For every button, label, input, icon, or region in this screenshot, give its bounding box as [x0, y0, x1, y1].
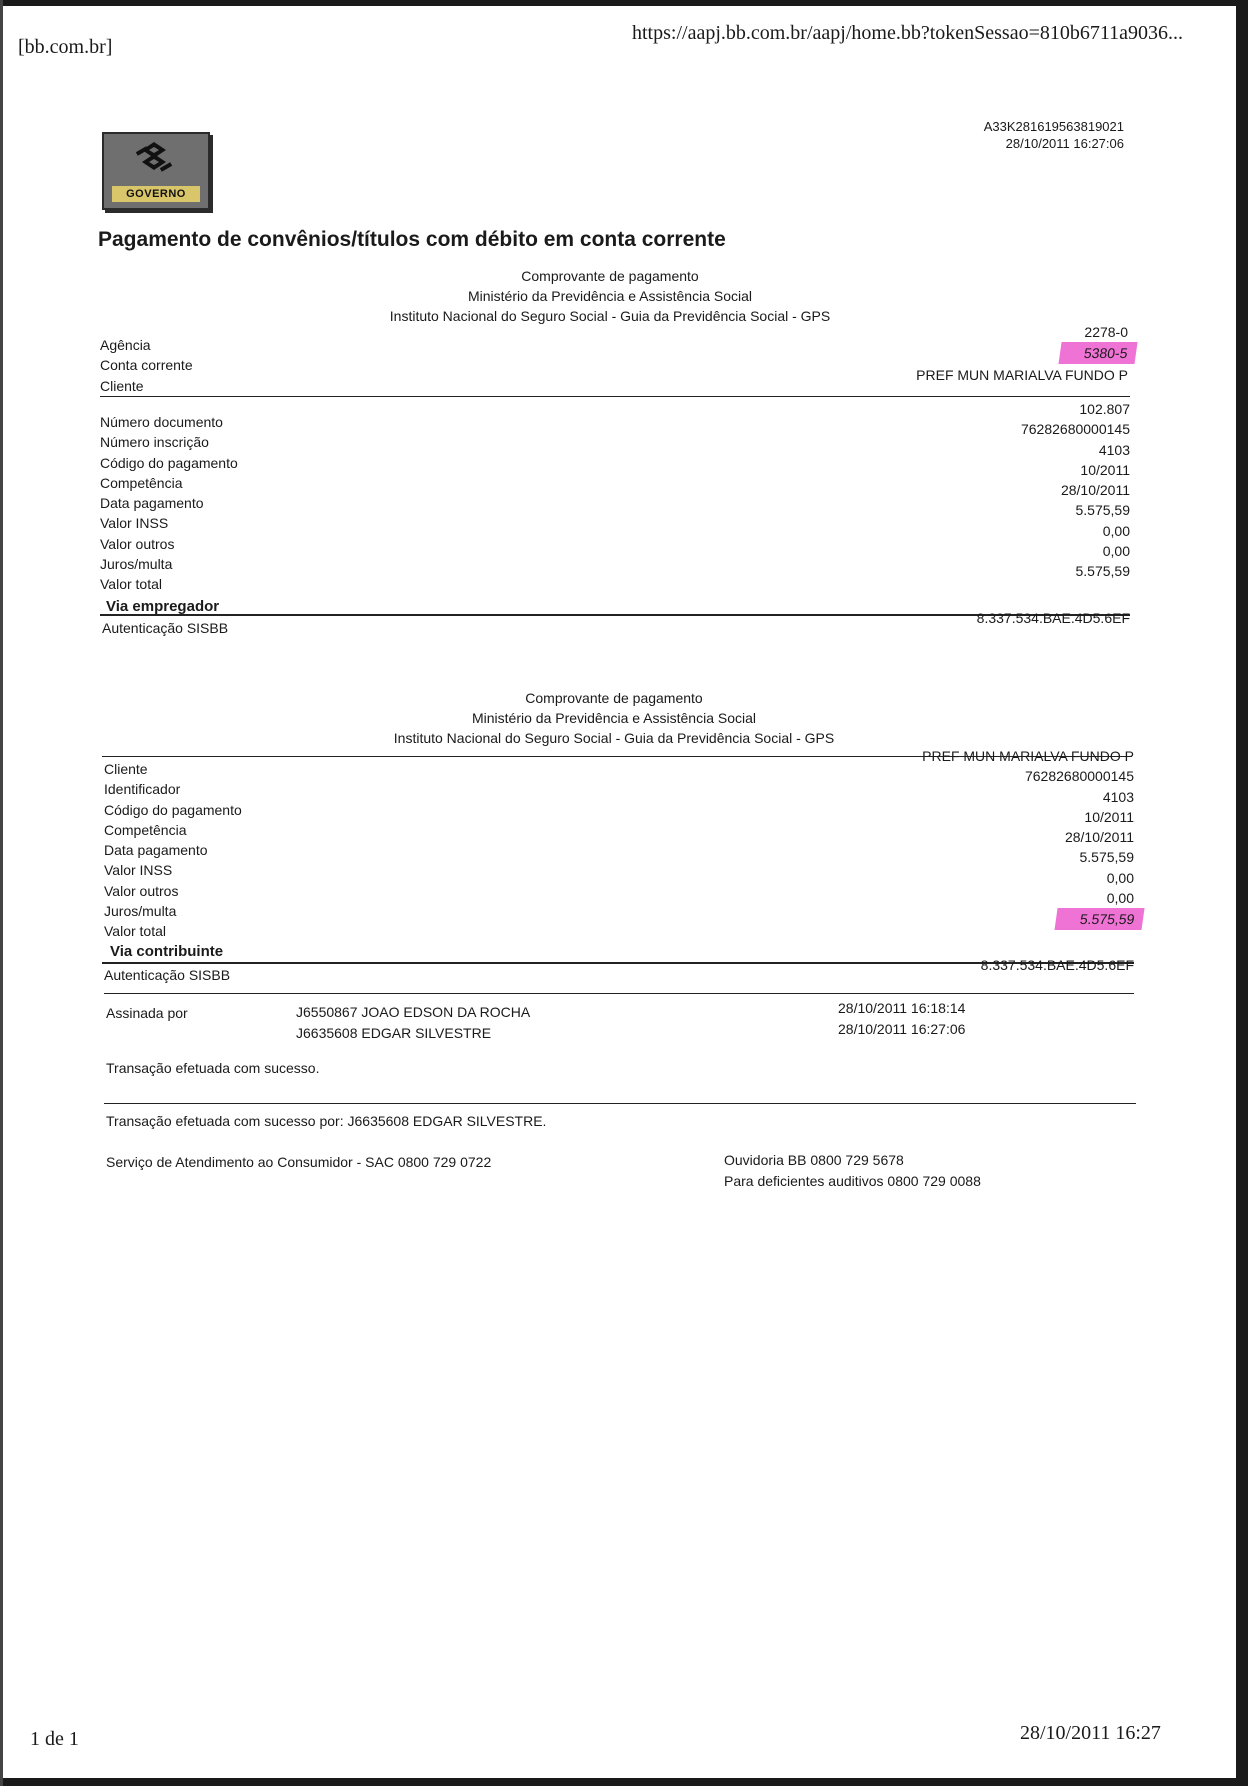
scan-edge-bottom — [0, 1778, 1248, 1786]
value-numero-documento: 102.807 — [1079, 401, 1130, 417]
signer-names — [296, 1002, 530, 1044]
receipt1-auth-value: 8.337.534.BAE.4D5.6EF — [976, 610, 1130, 626]
deficientes-phone: Para deficientes auditivos 0800 729 0088 — [724, 1173, 981, 1189]
divider — [104, 1103, 1136, 1104]
receipt1-heading-line: Ministério da Previdência e Assistência Social — [467, 288, 753, 304]
value-cliente: PREF MUN MARIALVA FUNDO P — [922, 748, 1134, 764]
value-codigo-pagamento: 4103 — [1102, 788, 1134, 805]
receipt1-heading — [380, 266, 840, 326]
receipt1-detail-labels — [100, 412, 238, 595]
receipt1-account-values — [780, 322, 1128, 385]
transaction-success: Transação efetuada com sucesso. — [106, 1060, 320, 1076]
signer-datetime: 28/10/2011 16:27:06 — [838, 1021, 966, 1037]
receipt2-heading-line: Instituto Nacional do Seguro Social - Guia da Previdência Social - GPS — [393, 730, 835, 746]
auth-datetime: 28/10/2011 16:27:06 — [1005, 136, 1124, 151]
label-competencia: Competência — [104, 821, 187, 838]
value-competencia: 10/2011 — [1084, 808, 1134, 825]
label-codigo-pagamento: Código do pagamento — [100, 454, 238, 471]
receipt2-detail-values — [780, 746, 1134, 931]
bb-governo-logo — [102, 132, 210, 210]
receipt1-via: Via empregador — [106, 598, 220, 615]
value-valor-outros: 0,00 — [1102, 522, 1130, 539]
value-numero-inscricao: 76282680000145 — [1020, 421, 1130, 438]
receipt2-auth-value: 8.337.534.BAE.4D5.6EF — [980, 957, 1134, 973]
receipt1-detail-values — [780, 399, 1130, 582]
logo-label: GOVERNO — [112, 186, 200, 202]
receipt1-heading-line: Instituto Nacional do Seguro Social - Guia da Previdência Social - GPS — [389, 308, 831, 324]
label-numero-documento: Número documento — [100, 414, 223, 430]
label-valor-total: Valor total — [100, 576, 162, 593]
label-valor-inss: Valor INSS — [100, 515, 169, 532]
receipt2-auth-label: Autenticação SISBB — [104, 967, 231, 983]
value-identificador: 76282680000145 — [1024, 768, 1134, 785]
label-cliente: Cliente — [100, 377, 144, 394]
value-codigo-pagamento: 4103 — [1098, 441, 1130, 458]
divider — [100, 396, 1130, 397]
label-cliente: Cliente — [104, 761, 148, 777]
value-valor-inss: 5.575,59 — [1075, 502, 1130, 519]
ouvidoria-contacts — [724, 1150, 981, 1192]
value-agencia: 2278-0 — [1084, 324, 1128, 340]
page-url[interactable]: https://aapj.bb.com.br/aapj/home.bb?tokenSessao=810b6711a9036... — [632, 22, 1183, 44]
value-valor-outros: 0,00 — [1106, 869, 1134, 886]
signer-datetimes — [838, 998, 965, 1040]
label-competencia: Competência — [100, 474, 183, 491]
value-valor-inss: 5.575,59 — [1079, 849, 1134, 866]
label-data-pagamento: Data pagamento — [100, 495, 204, 512]
value-juros-multa: 0,00 — [1106, 890, 1134, 907]
label-codigo-pagamento: Código do pagamento — [104, 801, 242, 818]
auth-header — [900, 118, 1124, 152]
bb-logo-icon — [132, 140, 176, 180]
print-datetime: 28/10/2011 16:27 — [1020, 1722, 1161, 1744]
value-valor-total-highlighted: 5.575,59 — [1054, 908, 1144, 930]
page-counter: 1 de 1 — [30, 1728, 79, 1750]
label-data-pagamento: Data pagamento — [104, 842, 208, 859]
label-juros-multa: Juros/multa — [100, 556, 173, 573]
label-valor-outros: Valor outros — [104, 882, 179, 899]
signer-name: J6550867 JOAO EDSON DA ROCHA — [296, 1004, 531, 1020]
site-label: [bb.com.br] — [18, 36, 113, 58]
receipt2-heading-line: Ministério da Previdência e Assistência Social — [471, 710, 757, 726]
label-agencia: Agência — [100, 337, 151, 353]
label-valor-inss: Valor INSS — [104, 862, 173, 879]
scan-edge-right — [1236, 0, 1248, 1786]
scan-edge-top — [0, 0, 1248, 6]
label-conta-corrente: Conta corrente — [100, 357, 193, 374]
receipt1-account-labels — [100, 335, 193, 396]
label-valor-total: Valor total — [104, 923, 166, 940]
value-data-pagamento: 28/10/2011 — [1060, 482, 1130, 499]
divider — [104, 993, 1134, 994]
auth-code: A33K281619563819021 — [983, 119, 1124, 134]
receipt1-auth-label: Autenticação SISBB — [102, 620, 229, 636]
value-cliente: PREF MUN MARIALVA FUNDO P — [916, 366, 1128, 383]
value-competencia: 10/2011 — [1080, 461, 1130, 478]
receipt2-heading — [384, 688, 844, 748]
sac-contact: Serviço de Atendimento ao Consumidor - SAC 0800 729 0722 — [106, 1154, 492, 1170]
transaction-success-by: Transação efetuada com sucesso por: J6635608 EDGAR SILVESTRE. — [106, 1113, 547, 1129]
page-title: Pagamento de convênios/títulos com débito em conta corrente — [98, 228, 726, 251]
ouvidoria-phone: Ouvidoria BB 0800 729 5678 — [724, 1152, 904, 1168]
value-conta-corrente-highlighted: 5380-5 — [1059, 342, 1138, 364]
receipt2-via: Via contribuinte — [110, 943, 224, 960]
label-numero-inscricao: Número inscrição — [100, 434, 209, 451]
value-valor-total: 5.575,59 — [1075, 563, 1130, 580]
label-juros-multa: Juros/multa — [104, 903, 177, 920]
receipt2-heading-line: Comprovante de pagamento — [525, 690, 703, 706]
label-valor-outros: Valor outros — [100, 535, 175, 552]
signer-name: J6635608 EDGAR SILVESTRE — [296, 1025, 492, 1041]
signed-by-label: Assinada por — [106, 1005, 188, 1021]
receipt2-detail-labels — [104, 759, 242, 942]
receipt1-heading-line: Comprovante de pagamento — [521, 268, 699, 284]
value-juros-multa: 0,00 — [1102, 543, 1130, 560]
signer-datetime: 28/10/2011 16:18:14 — [838, 1000, 966, 1016]
scan-edge-left — [0, 0, 3, 1786]
label-identificador: Identificador — [104, 781, 181, 798]
value-data-pagamento: 28/10/2011 — [1064, 829, 1134, 846]
